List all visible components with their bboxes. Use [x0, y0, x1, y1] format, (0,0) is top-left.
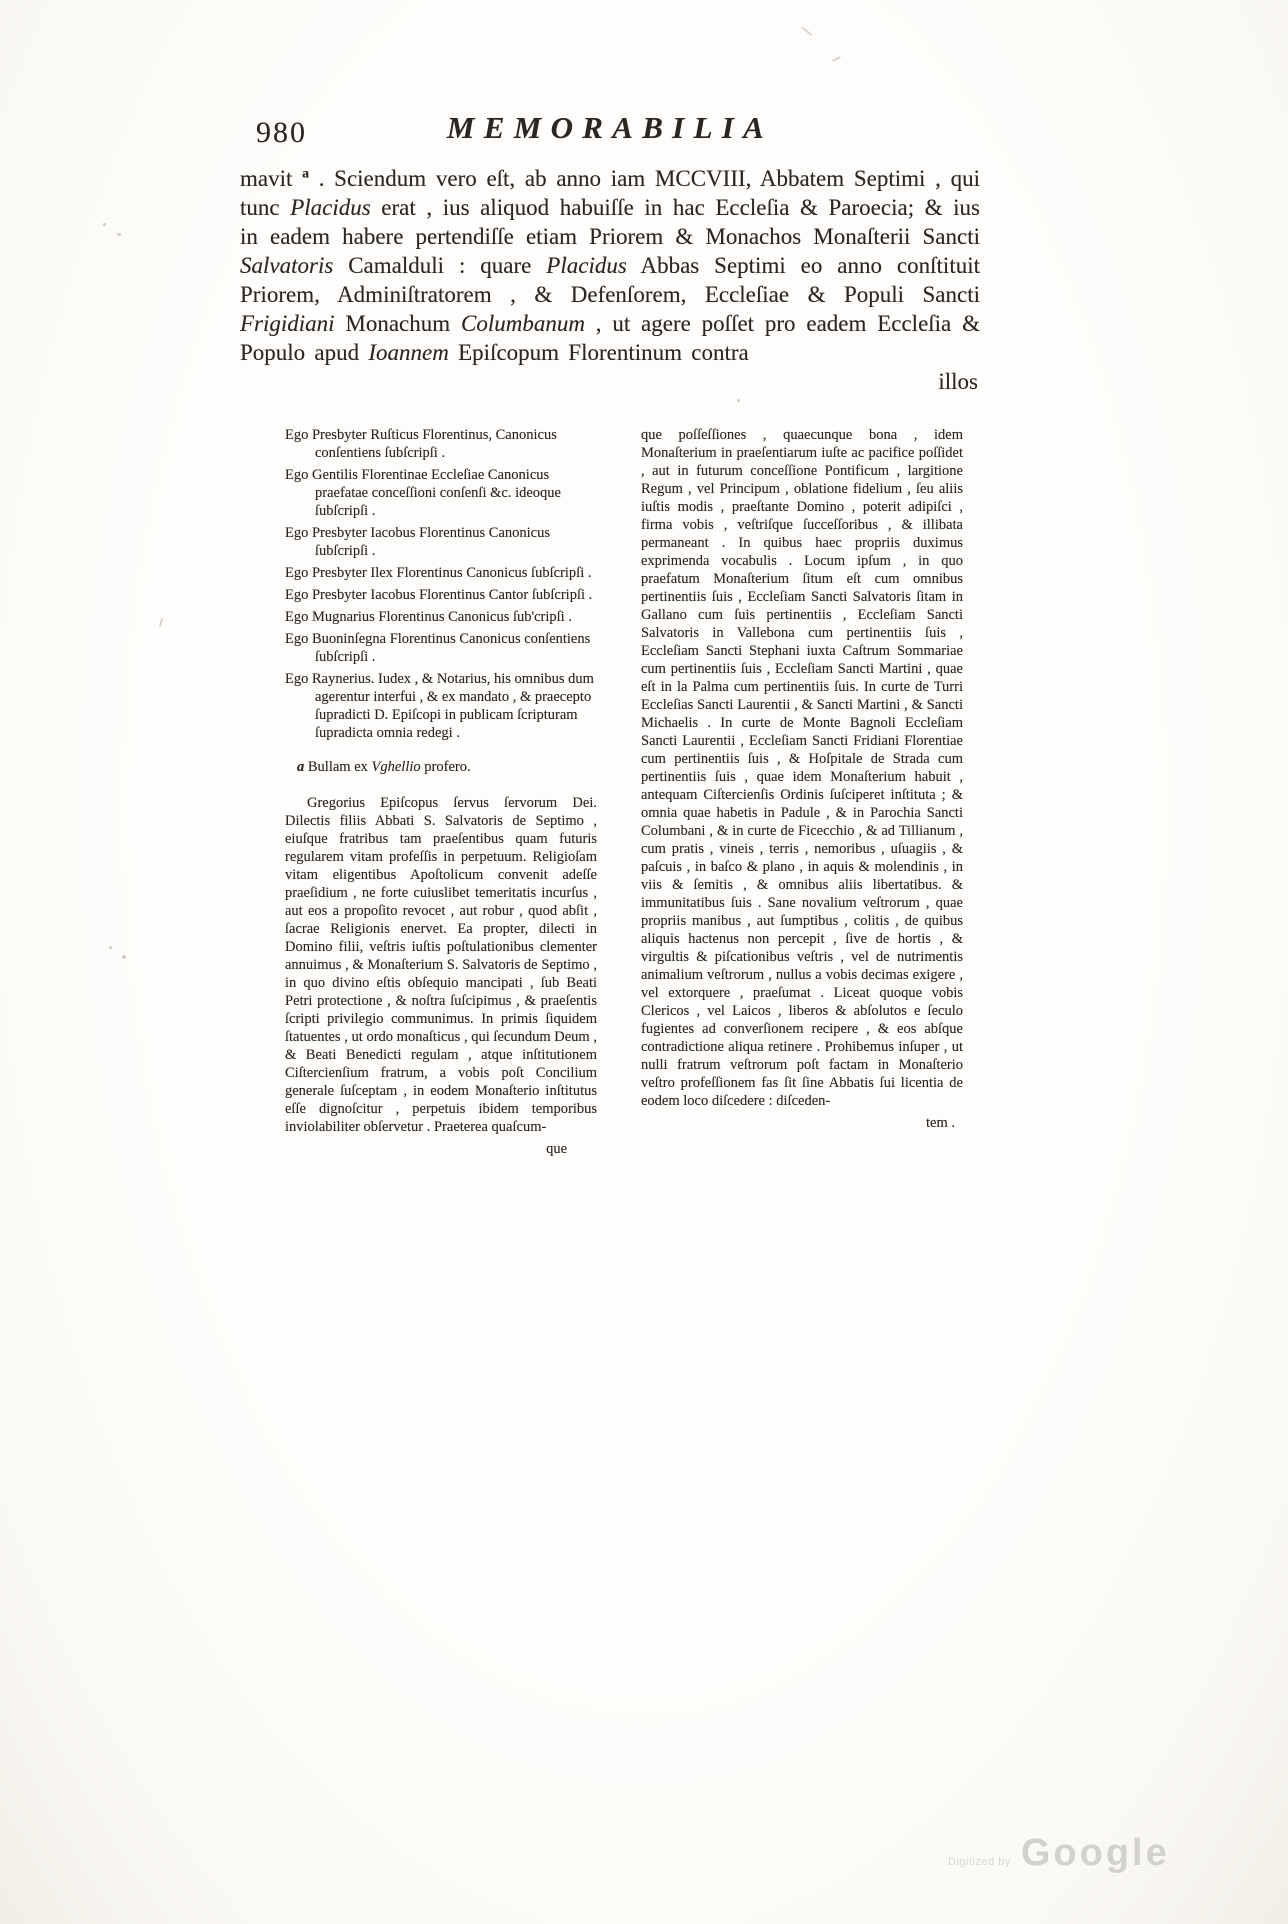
two-column-text: [285, 426, 980, 1158]
scan-speck: [103, 223, 106, 226]
right-column-catchword: tem .: [926, 1115, 955, 1131]
scan-speck: [122, 955, 126, 959]
scan-mark: [159, 618, 163, 627]
left-column: [285, 426, 597, 1158]
footnote: a Bullam ex Vghellio profero.: [297, 759, 471, 775]
page-title: MEMORABILIA: [446, 110, 774, 145]
scan-mark: [801, 26, 812, 36]
intro-paragraph: mavit $^a$ . Sciendum vero eſt, ab anno iam MCCVIII, Abbatem Septimi , qui tunc Placidus erat , ius aliquod habuiſſe in hac Eccleſia & Paroecia; & ius in eadem habere pertendiſſe etiam Priorem & Monachos Monaſterii Sancti Salvatoris Camalduli : quare Placidus Abbas Septimi eo anno conſtituit Priorem, Adminiſtratorem , & Defenſorem, Eccleſiae & Populi Sancti Frigidiani Monachum Columbanum , ut agere poſſet pro eadem Eccleſia & Populo apud Ioannem Epiſcopum Florentinum contra: [240, 165, 980, 365]
right-column: [641, 426, 963, 1158]
signature-entry: Ego Presbyter Iacobus Florentinus Canonicus ſubſcripſi .: [285, 525, 550, 559]
signature-entry: Ego Buoninſegna Florentinus Canonicus conſentiens ſubſcripſi .: [285, 631, 591, 665]
signature-entry: Ego Gentilis Florentinae Eccleſiae Canonicus praefatae conceſſioni conſenſi &c. ideoque ſubſcripſi .: [285, 467, 561, 519]
google-logo-text: Google: [1020, 1832, 1170, 1874]
signature-entry: Ego Presbyter Iacobus Florentinus Cantor ſubſcripſi .: [285, 587, 593, 603]
intro-catchword: illos: [938, 369, 978, 394]
signature-entry: Ego Mugnarius Florentinus Canonicus ſub'cripſi .: [285, 609, 572, 625]
signature-entry: Ego Presbyter Ruſticus Florentinus, Canonicus conſentiens ſubſcripſi .: [285, 427, 557, 461]
page-number: 980: [256, 116, 307, 149]
scan-speck: [737, 399, 740, 402]
privilege-paragraph: Gregorius Epiſcopus ſervus ſervorum Dei. Dilectis filiis Abbati S. Salvatoris de Septimo , eiuſque fratribus tam praeſentibus quam futuris regularem vitam profeſſis in perpetuum. Religioſam vitam eligentibus Apoſtolicum convenit adeſſe praeſidium , ne forte cuiuslibet temeritatis incurſus , aut eos a propoſito revocet , aut robur , quod abſit , ſacrae Religionis enervet. Ea propter, dilecti in Domino filii, veſtris iuſtis poſtulationibus clementer annuimus , & Monaſterium S. Salvatoris de Septimo , in quo divino eſtis obſequio mancipati , ſub Beati Petri protectione , & noſtra ſuſcipimus , & praeſentis ſcripti privilegio communimus. In primis ſiquidem ſtatuentes , ut ordo monaſticus , qui ſecundum Deum , & Beati Benedicti regulam , atque inſtitutionem Ciſtercienſium fratrum, a vobis poſt Concilium generale ſuſceptam , in eodem Monaſterio inſtitutus eſſe dignoſcitur , perpetuis ibidem temporibus inviolabiliter obſervetur . Praeterea quaſcum-: [285, 795, 597, 1135]
google-watermark: [948, 1832, 1170, 1875]
signature-entry: Ego Raynerius. Iudex , & Notarius, his omnibus dum agerentur interfui , & ex mandato , & praecepto ſupradicti D. Epiſcopi in publicam ſcripturam ſupradicta omnia redegi .: [285, 671, 594, 741]
page-header: [240, 108, 980, 156]
digitized-by-label: Digitized by: [948, 1856, 1011, 1868]
left-column-catchword: que: [546, 1141, 567, 1157]
scan-mark: [832, 56, 841, 62]
signature-entry: Ego Presbyter Ilex Florentinus Canonicus ſubſcripſi .: [285, 565, 592, 581]
scan-speck: [117, 233, 121, 236]
possessions-paragraph: que poſſeſſiones , quaecunque bona , idem Monaſterium in praeſentiarum iuſte ac pacifice poſſidet , aut in futurum conceſſione Pontificum , largitione Regum , vel Principum , oblatione fidelium , ſeu aliis iuſtis modis , praeſtante Domino , poterit adipiſci , firma vobis , veſtriſque ſucceſſoribus , & illibata permaneant . In quibus haec propriis duximus exprimenda vocabulis . Locum ipſum , in quo praefatum Monaſterium ſitum eſt cum omnibus pertinentiis ſuis , Eccleſiam Sancti Salvatoris ſitam in Gallano cum ſuis pertinentiis , Eccleſiam Sancti Salvatoris in Vallebona cum pertinentiis ſuis , Eccleſiam Sancti Stephani iuxta Caſtrum Sommariae cum pertinentiis ſuis , Eccleſiam Sancti Martini , quae eſt in la Palma cum pertinentiis ſuis. In curte de Turri Eccleſias Sancti Laurentii , & Sancti Martini , & Sancti Michaelis . In curte de Monte Bagnoli Eccleſiam Sancti Laurentii , Eccleſiam Sancti Fridiani Florentiae cum pertinentiis ſuis , & Hoſpitale de Strada cum pertinentiis ſuis , quae idem Monaſterium habuit , antequam Ciſtercienſis Ordinis ſuſciperet inſtituta ; & omnia quae habetis in Padule , & in Parochia Sancti Columbani , & in curte de Ficecchio , & ad Tillianum , cum pratis , vineis , terris , nemoribus , uſuagiis , & paſcuis , in baſco & plano , in aquis & molendinis , in viis & ſemitis , & omnibus aliis libertatibus. & immunitatibus ſuis . Sane novalium veſtrorum , quae propriis manibus , aut ſumptibus , colitis , de quibus aliquis hactenus non percepit , ſive de hortis , & virgultis & piſcationibus veſtris , vel de nutrimentis animalium veſtrorum , nullus a vobis decimas exigere , vel extorquere , praeſumat . Liceat quoque vobis Clericos , vel Laicos , liberos & abſolutos e ſeculo fugientes ad converſionem recipere , & eos abſque contradictione aliqua retinere . Prohibemus inſuper , ut nulli fratrum veſtrorum poſt factam in Monaſterio veſtro profeſſionem fas ſit ſine Abbatis ſui licentia de eodem loco diſcedere : diſceden-: [641, 427, 963, 1109]
scan-speck: [109, 946, 112, 949]
page-content: [240, 108, 980, 1158]
